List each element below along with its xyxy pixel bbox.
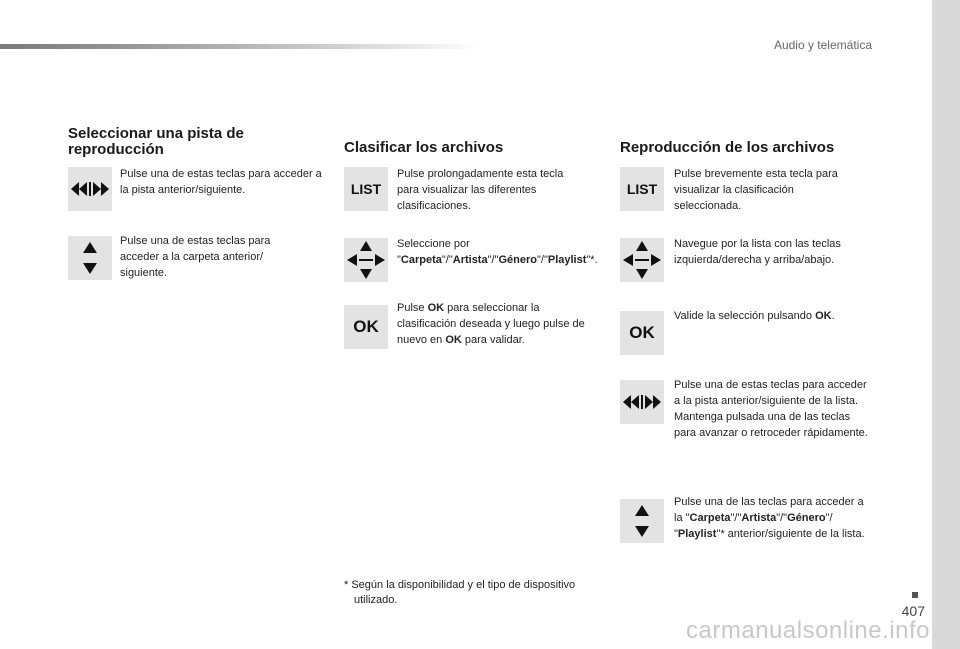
middle-item-1-text: Pulse prolongadamente esta tecla para visualizar las diferentes clasificaciones. xyxy=(397,168,564,212)
watermark: carmanualsonline.info xyxy=(686,617,930,644)
prev-next-icon xyxy=(620,380,664,424)
middle-item-2-text: Seleccione por "Carpeta"/"Artista"/"Género"/"Playlist"*. xyxy=(397,238,598,266)
list-icon xyxy=(620,167,664,211)
list-icon-label: LIST xyxy=(626,181,658,197)
ok-icon-label: OK xyxy=(353,317,379,336)
page-number: 407 xyxy=(901,603,925,619)
middle-column-title: Clasificar los archivos xyxy=(344,139,504,156)
dpad-icon xyxy=(620,238,664,282)
list-icon xyxy=(344,167,388,211)
page-marker xyxy=(912,592,918,598)
up-down-icon xyxy=(620,499,664,543)
up-down-icon xyxy=(68,236,112,280)
section-header: Audio y telemática xyxy=(773,38,872,52)
middle-item-3-text: Pulse OK para seleccionar la clasificación deseada y luego pulse de nuevo en OK para validar. xyxy=(397,302,585,346)
header-gradient-bar xyxy=(0,44,480,49)
right-item-5-text: Pulse una de las teclas para acceder a la "Carpeta"/"Artista"/"Género"/ "Playlist"* anterior/siguiente de la lista. xyxy=(674,496,865,540)
footnote: * Según la disponibilidad y el tipo de dispositivo utilizado. xyxy=(344,579,576,606)
left-column-title: Seleccionar una pista de reproducción xyxy=(68,125,244,158)
right-column-title: Reproducción de los archivos xyxy=(620,139,835,156)
prev-next-icon xyxy=(68,167,112,211)
dpad-icon xyxy=(344,238,388,282)
ok-icon xyxy=(620,311,664,355)
left-item-2-text: Pulse una de estas teclas para acceder a la carpeta anterior/ siguiente. xyxy=(120,235,271,279)
right-item-2-text: Navegue por la lista con las teclas izquierda/derecha y arriba/abajo. xyxy=(674,238,841,266)
right-item-1-text: Pulse brevemente esta tecla para visualizar la clasificación seleccionada. xyxy=(674,168,838,212)
ok-icon-label: OK xyxy=(629,323,655,342)
ok-icon xyxy=(344,305,388,349)
page-edge-strip xyxy=(932,0,960,649)
list-icon-label: LIST xyxy=(350,181,382,197)
right-item-3-text: Valide la selección pulsando OK. xyxy=(674,310,835,322)
right-item-4-text: Pulse una de estas teclas para acceder a la pista anterior/siguiente de la lista. Mantenga pulsada una de las teclas para avanzar o retroceder rápidamente. xyxy=(674,379,868,439)
left-item-1-text: Pulse una de estas teclas para acceder a la pista anterior/siguiente. xyxy=(120,168,322,196)
